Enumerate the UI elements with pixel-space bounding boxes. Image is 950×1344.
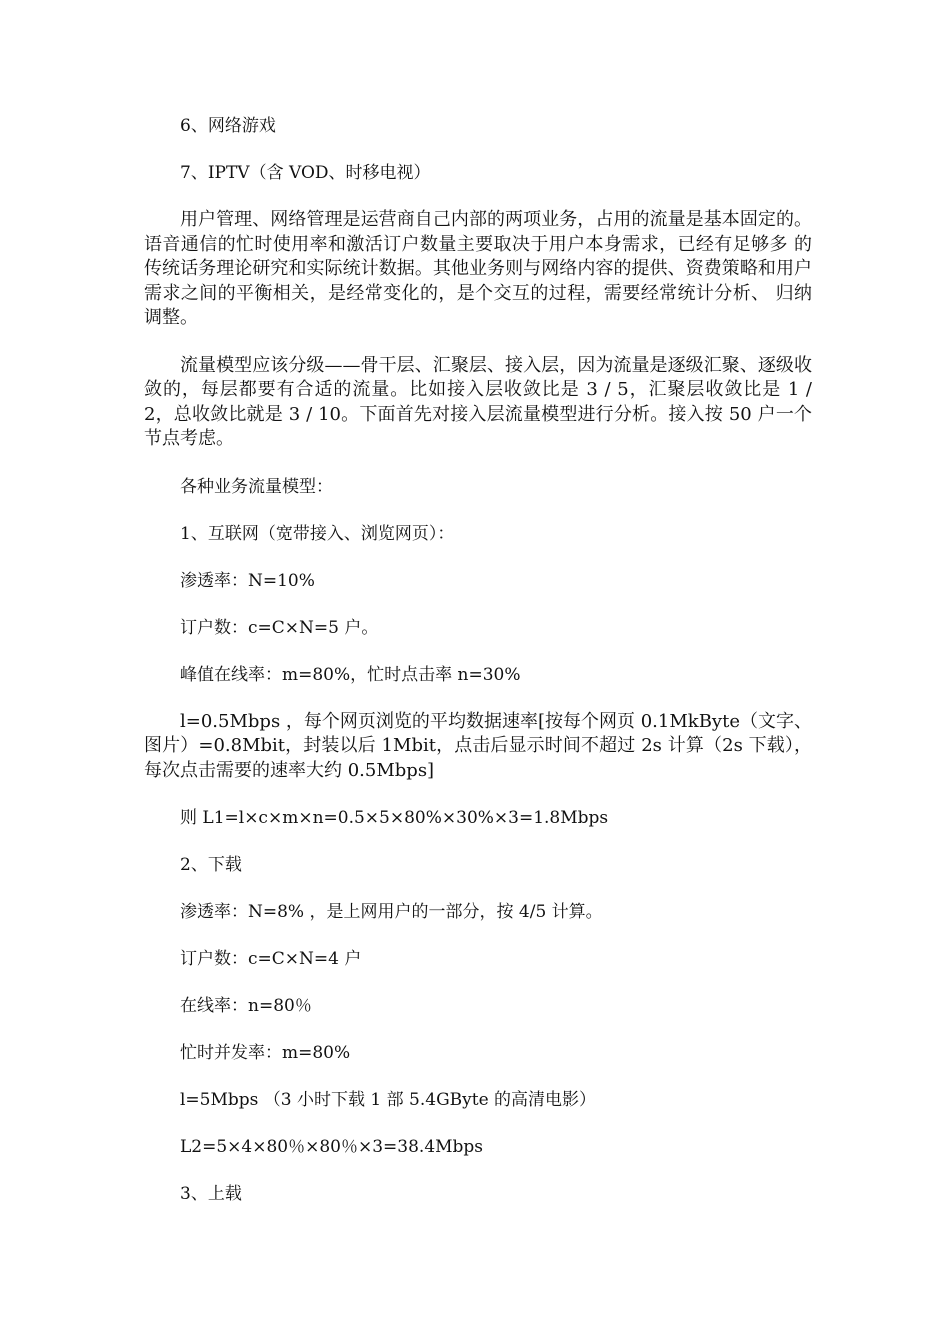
download-rate: l=5Mbps （3 小时下载 1 部 5.4GByte 的高清电影） — [180, 1090, 597, 1110]
section-heading-download: 2、下载 — [180, 855, 242, 875]
section-heading-traffic-models: 各种业务流量模型： — [180, 476, 333, 497]
internet-penetration: 渗透率：N=10% — [180, 570, 315, 591]
paragraph-traffic-model-levels: 流量模型应该分级——骨干层、汇聚层、接入层，因为流量是逐级汇聚、逐级收敛的，每层都要有合适的流量。比如接入层收敛比是 3 / 5，汇聚层收敛比是 1 / 2，总收敛比就是 3 / 10。下面首先对接入层流量模型进行分析。接入按 50 户一个节点考虑。 — [144, 354, 812, 449]
section-heading-internet: 1、互联网（宽带接入、浏览网页）： — [180, 523, 455, 544]
document-body — [144, 114, 812, 1229]
download-formula-l2: L2=5×4×80％×80％×3=38.4Mbps — [180, 1137, 484, 1157]
internet-subscribers: 订户数：c=C×N=5 户。 — [180, 617, 379, 638]
list-item-online-games: 6、网络游戏 — [180, 116, 276, 136]
paragraph-user-management: 用户管理、网络管理是运营商自己内部的两项业务，占用的流量是基本固定的。语音通信的忙时使用率和激活订户数量主要取决于用户本身需求，已经有足够多 的传统话务理论研究和实际统计数据。其他业务则与网络内容的提供、资费策略和用户需求之间的平衡相关，是经常变化的，是个交互的过程，需要经常统计分析、 归纳调整。 — [144, 209, 812, 328]
list-item-iptv: 7、IPTV（含 VOD、时移电视） — [180, 163, 431, 183]
section-heading-upload: 3、上载 — [180, 1184, 242, 1204]
internet-formula-l1: 则 L1=l×c×m×n=0.5×5×80%×30%×3=1.8Mbps — [180, 808, 609, 828]
download-subscribers: 订户数：c=C×N=4 户 — [180, 949, 362, 969]
download-concurrency: 忙时并发率：m=80% — [180, 1043, 351, 1063]
download-online-rate: 在线率：n=80％ — [180, 996, 312, 1016]
internet-peak-online: 峰值在线率：m=80%，忙时点击率 n=30% — [180, 664, 521, 685]
internet-rate-explanation: l=0.5Mbps ，每个网页浏览的平均数据速率[按每个网页 0.1MkByte（文字、图片）=0.8Mbit，封装以后 1Mbit，点击后显示时间不超过 2s 计算（2s 下载），每次点击需要的速率大约 0.5Mbps] — [144, 710, 812, 781]
download-penetration: 渗透率：N=8% ，是上网用户的一部分，按 4/5 计算。 — [180, 902, 603, 922]
